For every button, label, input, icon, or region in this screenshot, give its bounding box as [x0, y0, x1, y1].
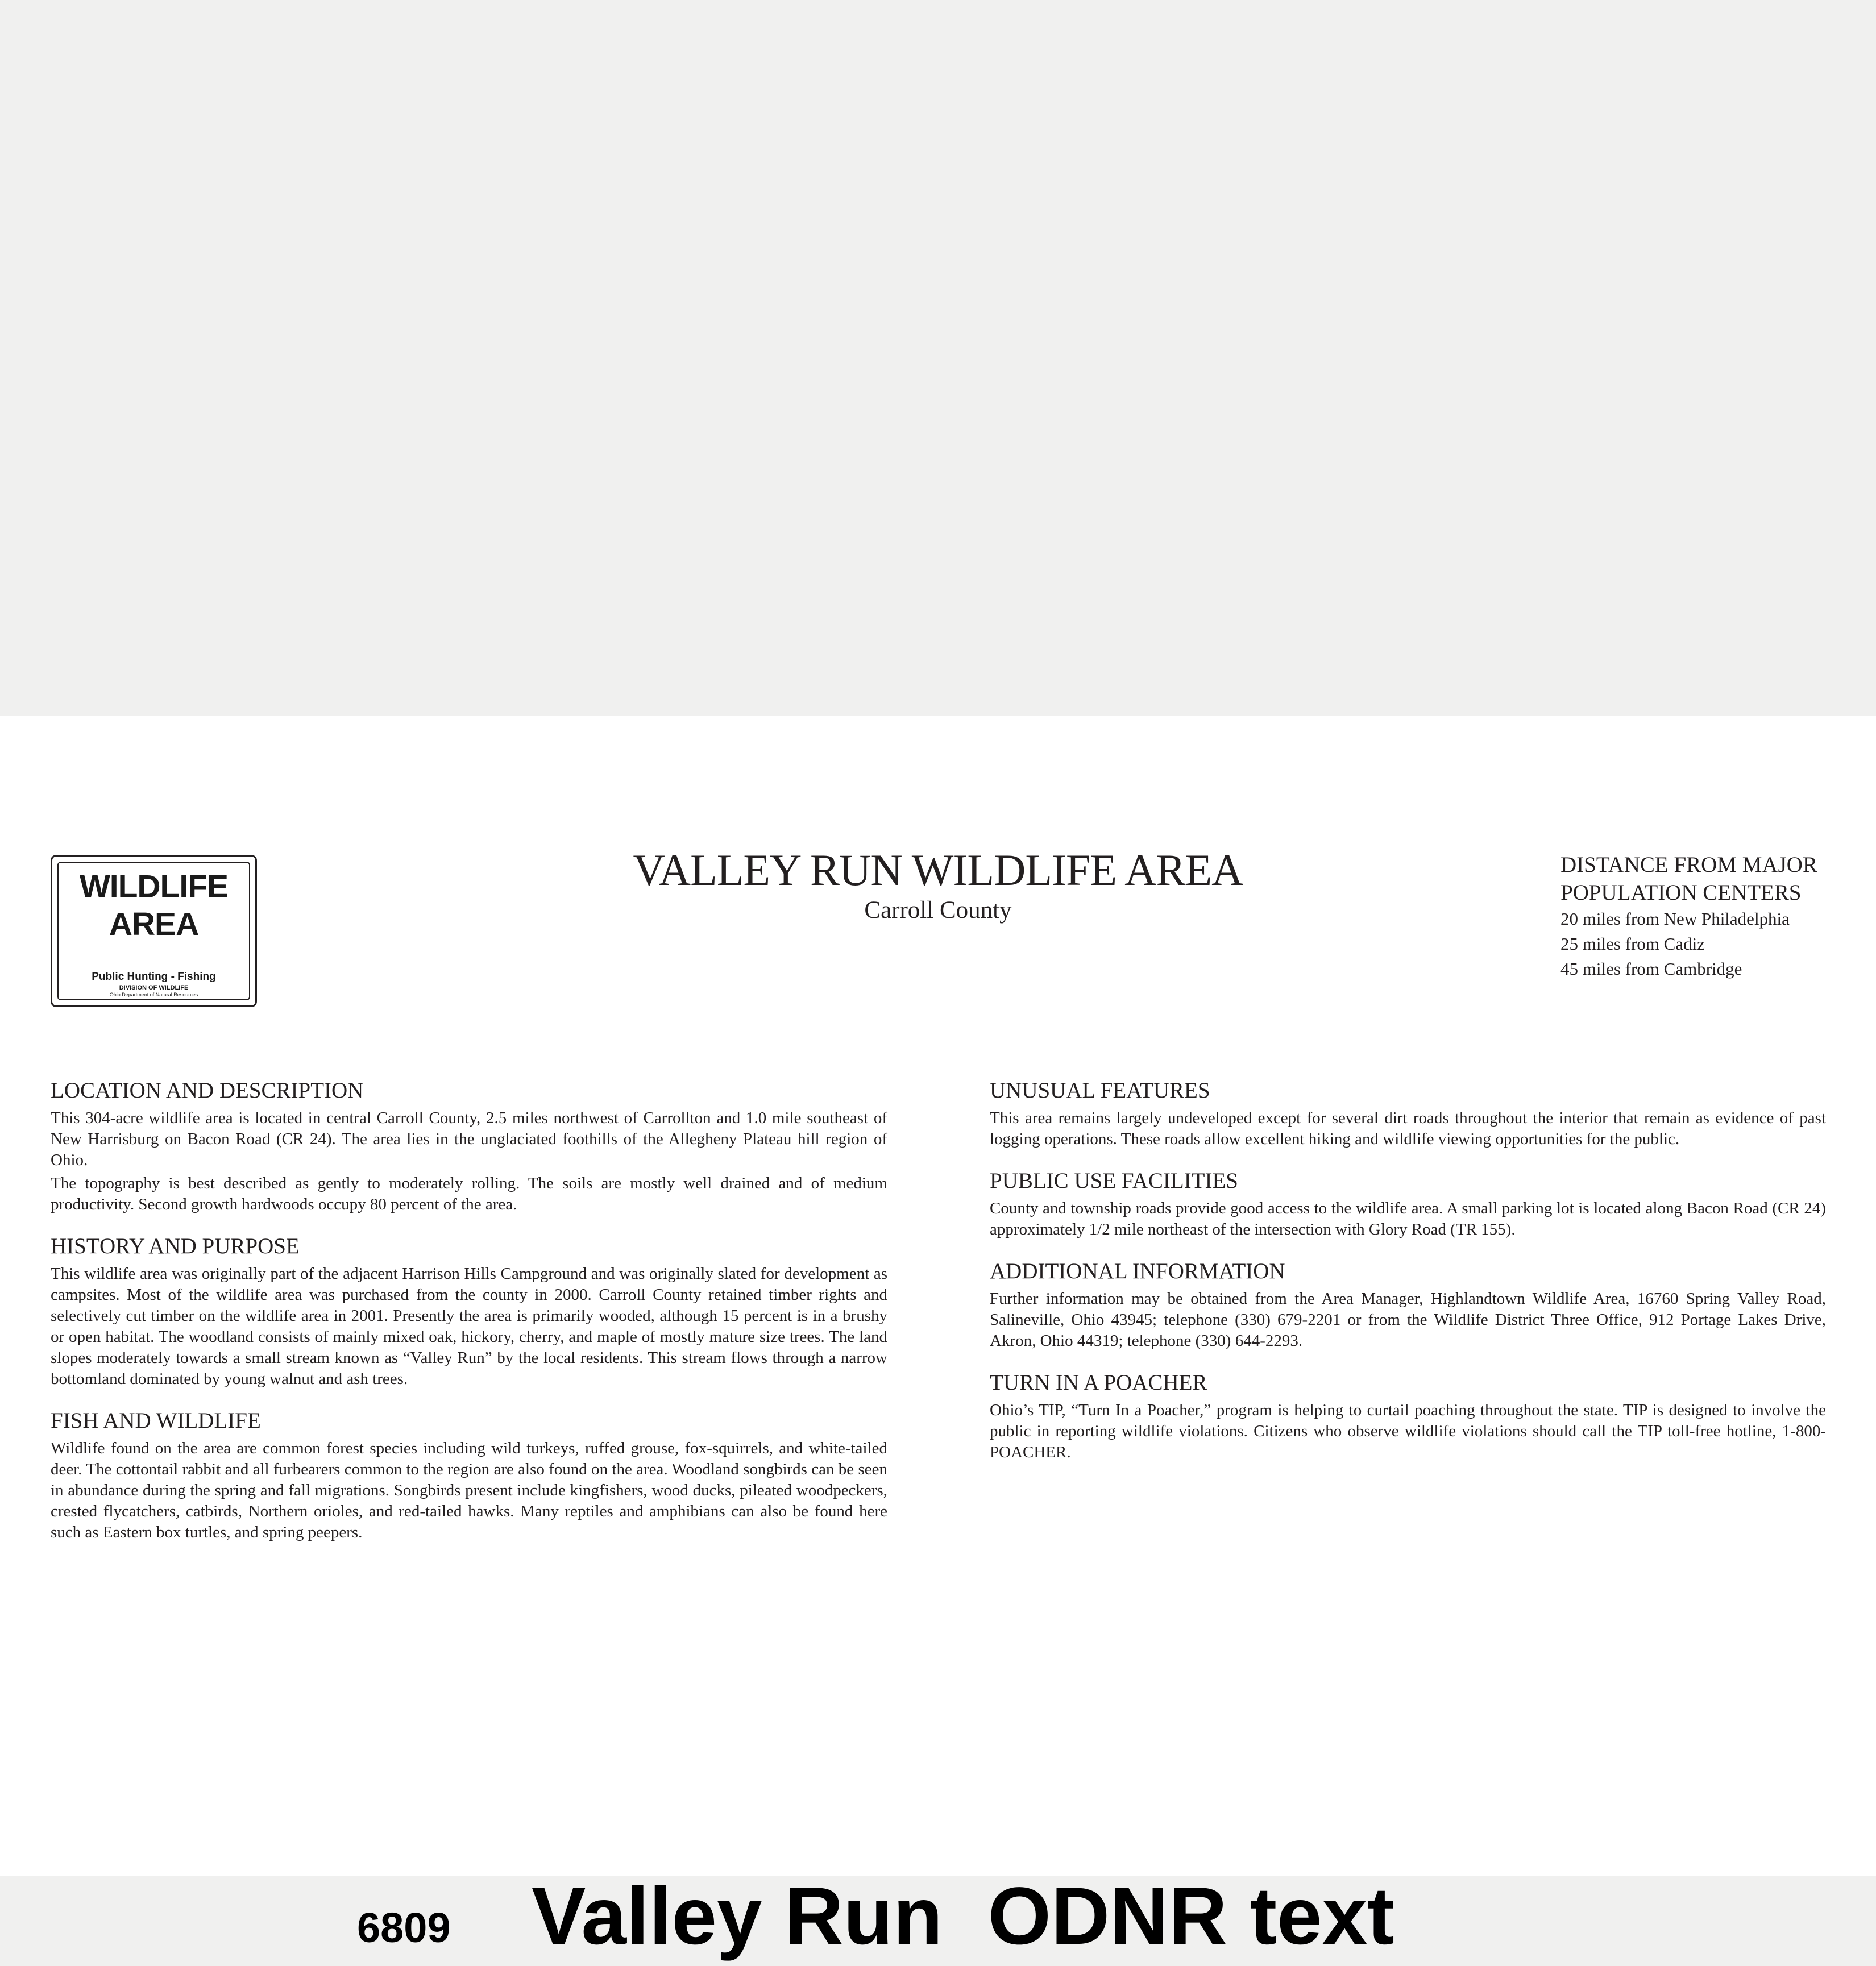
footer-title: Valley Run ODNR text [532, 1871, 1394, 1961]
section-history [51, 1234, 887, 1390]
sign-inner-border [57, 862, 250, 1000]
page-title: VALLEY RUN WILDLIFE AREA [633, 845, 1243, 895]
right-column [990, 1078, 1826, 1482]
section-paragraph: Wildlife found on the area are common forest species including wild turkeys, ruffed grouse, fox-squirrels, and white-tailed deer. The cottontail rabbit and all furbearers common to the region are also found on the area. Woodland songbirds can be seen in abundance during the spring and fall migrations. Songbirds present include kingfishers, wood ducks, pileated woodpeckers, crested flycatchers, catbirds, Northern orioles, and red-tailed hawks. Many reptiles and amphibians can also be found here such as Eastern box turtles, and spring peepers. [51, 1439, 887, 1541]
section-paragraph: The topography is best described as gently to moderately rolling. The soils are mostly well drained and of medium productivity. Second growth hardwoods occupy 80 percent of the area. [51, 1174, 887, 1213]
section-heading: HISTORY AND PURPOSE [51, 1234, 300, 1258]
sign-wildlife-text: WILDLIFE [79, 868, 229, 905]
section-unusual-features [990, 1078, 1826, 1150]
section-heading: ADDITIONAL INFORMATION [990, 1259, 1285, 1283]
sign-department-text: Ohio Department of Natural Resources [109, 992, 198, 997]
distance-panel [1560, 851, 1867, 982]
distance-item: 45 miles from Cambridge [1560, 959, 1742, 979]
sign-area-text: AREA [109, 906, 199, 942]
section-heading: TURN IN A POACHER [990, 1370, 1207, 1395]
section-heading: UNUSUAL FEATURES [990, 1078, 1210, 1103]
section-additional-info [990, 1259, 1826, 1352]
section-location [51, 1078, 887, 1215]
wildlife-area-sign-logo [51, 855, 257, 1007]
sign-division-text: DIVISION OF WILDLIFE [119, 984, 189, 991]
distance-heading-line2: POPULATION CENTERS [1560, 880, 1802, 905]
section-turn-in-poacher [990, 1370, 1826, 1463]
page-subtitle: Carroll County [864, 897, 1012, 924]
distance-item: 25 miles from Cadiz [1560, 934, 1705, 954]
section-paragraph: This 304-acre wildlife area is located in central Carroll County, 2.5 miles northwest of Carrollton and 1.0 mile southeast of New Harrisburg on Bacon Road (CR 24). The area lies in the unglaciated foothills of the Allegheny Plateau hill region of Ohio. [51, 1109, 887, 1169]
top-blank-band [0, 0, 1876, 716]
footer-job-number: 6809 [357, 1904, 451, 1951]
section-fish-wildlife [51, 1408, 887, 1543]
distance-item: 20 miles from New Philadelphia [1560, 909, 1790, 929]
sign-public-hunting-text: Public Hunting - Fishing [92, 971, 216, 983]
section-public-use [990, 1169, 1826, 1240]
section-paragraph: Ohio’s TIP, “Turn In a Poacher,” program is helping to curtail poaching throughout the state. TIP is designed to involve the public in reporting wildlife violations. Citizens who observe wildlife violations should call the TIP toll-free hotline, 1-800-POACHER. [990, 1401, 1826, 1461]
left-column [51, 1078, 887, 1562]
section-heading: PUBLIC USE FACILITIES [990, 1169, 1238, 1193]
section-paragraph: Further information may be obtained from the Area Manager, Highlandtown Wildlife Area, 16760 Spring Valley Road, Salineville, Ohio 43945; telephone (330) 679-2201 or from the Wildlife District Three Office, 912 Portage Lakes Drive, Akron, Ohio 44319; telephone (330) 644-2293. [990, 1290, 1826, 1350]
section-paragraph: County and township roads provide good access to the wildlife area. A small parking lot is located along Bacon Road (CR 24) approximately 1/2 mile northeast of the intersection with Glory Road (TR 155). [990, 1199, 1826, 1238]
section-paragraph: This wildlife area was originally part of the adjacent Harrison Hills Campground and was originally slated for development as campsites. Most of the wildlife area was purchased from the county in 2000. Carroll County retained timber rights and selectively cut timber on the wildlife area in 2001. Presently the area is primarily wooded, although 15 percent is in a brushy or open habitat. The woodland consists of mainly mixed oak, hickory, cherry, and maple of mostly mature size trees. The land slopes moderately towards a small stream known as “Valley Run” by the local residents. This stream flows through a narrow bottomland dominated by young walnut and ash trees. [51, 1265, 887, 1388]
section-heading: FISH AND WILDLIFE [51, 1408, 261, 1433]
section-heading: LOCATION AND DESCRIPTION [51, 1078, 364, 1103]
section-paragraph: This area remains largely undeveloped except for several dirt roads throughout the interior that remain as evidence of past logging operations. These roads allow excellent hiking and wildlife viewing opportunities for the public. [990, 1109, 1826, 1148]
distance-heading-line1: DISTANCE FROM MAJOR [1560, 853, 1817, 877]
